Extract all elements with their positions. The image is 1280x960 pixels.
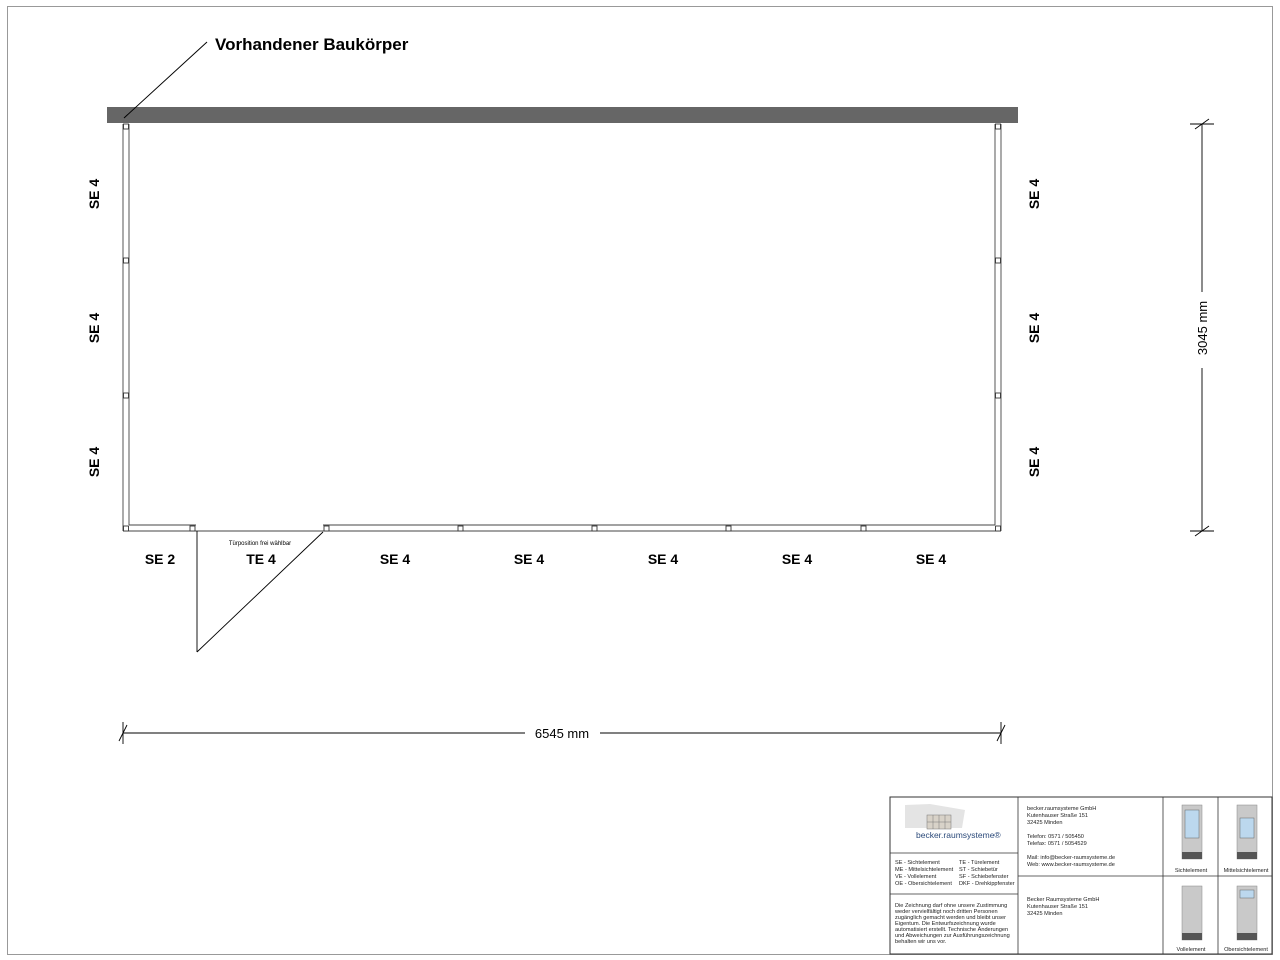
company-name: becker.raumsysteme GmbH: [1027, 806, 1097, 812]
width-dimension-label: 6545 mm: [534, 726, 590, 741]
left-element-3: SE 4: [86, 446, 102, 478]
disclaimer-line: weder vervielfältigt noch dritten Personen: [895, 909, 998, 915]
sichtelement-caption: Sichtelement: [1174, 868, 1208, 874]
door-position-note: Türposition frei wählbar: [228, 541, 292, 547]
customer-name: Becker Raumsysteme GmbH: [1027, 897, 1100, 903]
mittelsichtelement-icon: [1237, 805, 1257, 859]
existing-building-wall: [107, 107, 1018, 123]
bottom-element-1: SE 2: [144, 551, 176, 567]
legend-ve: VE - Vollelement: [895, 874, 937, 880]
bottom-element-3: SE 4: [379, 551, 411, 567]
legend-sf: SF - Schiebefenster: [959, 874, 1009, 880]
company-street: Kutenhauser Straße 151: [1027, 813, 1088, 819]
legend-oe: OE - Obersichtelement: [895, 881, 952, 887]
mittelsichtelement-caption: Mittelsichtelement: [1223, 868, 1269, 874]
obersichtelement-caption: Obersichtelement: [1224, 947, 1268, 953]
company-web: Web: www.becker-raumsysteme.de: [1027, 862, 1115, 868]
left-element-2: SE 4: [86, 312, 102, 344]
bottom-element-4: SE 4: [513, 551, 545, 567]
customer-street: Kutenhauser Straße 151: [1027, 904, 1088, 910]
bottom-element-7: SE 4: [915, 551, 947, 567]
existing-building-label: Vorhandener Baukörper: [215, 35, 409, 54]
disclaimer-line: behalten wir uns vor.: [895, 939, 947, 945]
right-element-2: SE 4: [1026, 312, 1042, 344]
vollelement-caption: Vollelement: [1176, 947, 1206, 953]
door-swing-line: [197, 532, 323, 652]
title-block: [890, 797, 1272, 954]
legend-se: SE - Sichtelement: [895, 860, 940, 866]
legend-dkf: DKF - Drehkippfenster: [959, 881, 1015, 887]
disclaimer-line: und Abweichungen zur Ausführungszeichnung: [895, 933, 1010, 939]
legend-st: ST - Schiebetür: [959, 867, 998, 873]
disclaimer-line: zugänglich gemacht werden und bleibt unser: [895, 915, 1007, 921]
disclaimer-line: Eigentum. Die Entwurfszeichnung wurde: [895, 921, 996, 927]
right-element-3: SE 4: [1026, 446, 1042, 478]
legend-te: TE - Türelement: [959, 860, 1000, 866]
depth-dimension-label: 3045 mm: [1195, 300, 1210, 356]
legend-me: ME - Mittelsichtelement: [895, 867, 954, 873]
right-element-1: SE 4: [1026, 178, 1042, 210]
disclaimer-line: automatisiert erstellt. Technische Änderungen: [895, 927, 1009, 933]
disclaimer-line: Die Zeichnung darf ohne unsere Zustimmung: [895, 903, 1008, 909]
logo-wordmark: becker.raumsysteme®: [916, 830, 1001, 840]
company-mail: Mail: info@becker-raumsysteme.de: [1027, 855, 1116, 861]
customer-city: 32425 Minden: [1027, 911, 1063, 917]
wall-posts: [124, 124, 1001, 531]
building-outline: [123, 124, 1001, 531]
bottom-element-2: TE 4: [246, 551, 276, 567]
company-fax: Telefax: 0571 / 5054529: [1027, 841, 1087, 847]
company-phone: Telefon: 0571 / 505450: [1027, 834, 1084, 840]
door-opening: [196, 524, 323, 533]
vollelement-icon: [1182, 886, 1202, 940]
existing-building-leader: [124, 42, 207, 118]
obersichtelement-icon: [1237, 886, 1257, 940]
bottom-element-5: SE 4: [647, 551, 679, 567]
left-element-1: SE 4: [86, 178, 102, 210]
sichtelement-icon: [1182, 805, 1202, 859]
company-city: 32425 Minden: [1027, 820, 1063, 826]
bottom-element-6: SE 4: [781, 551, 813, 567]
